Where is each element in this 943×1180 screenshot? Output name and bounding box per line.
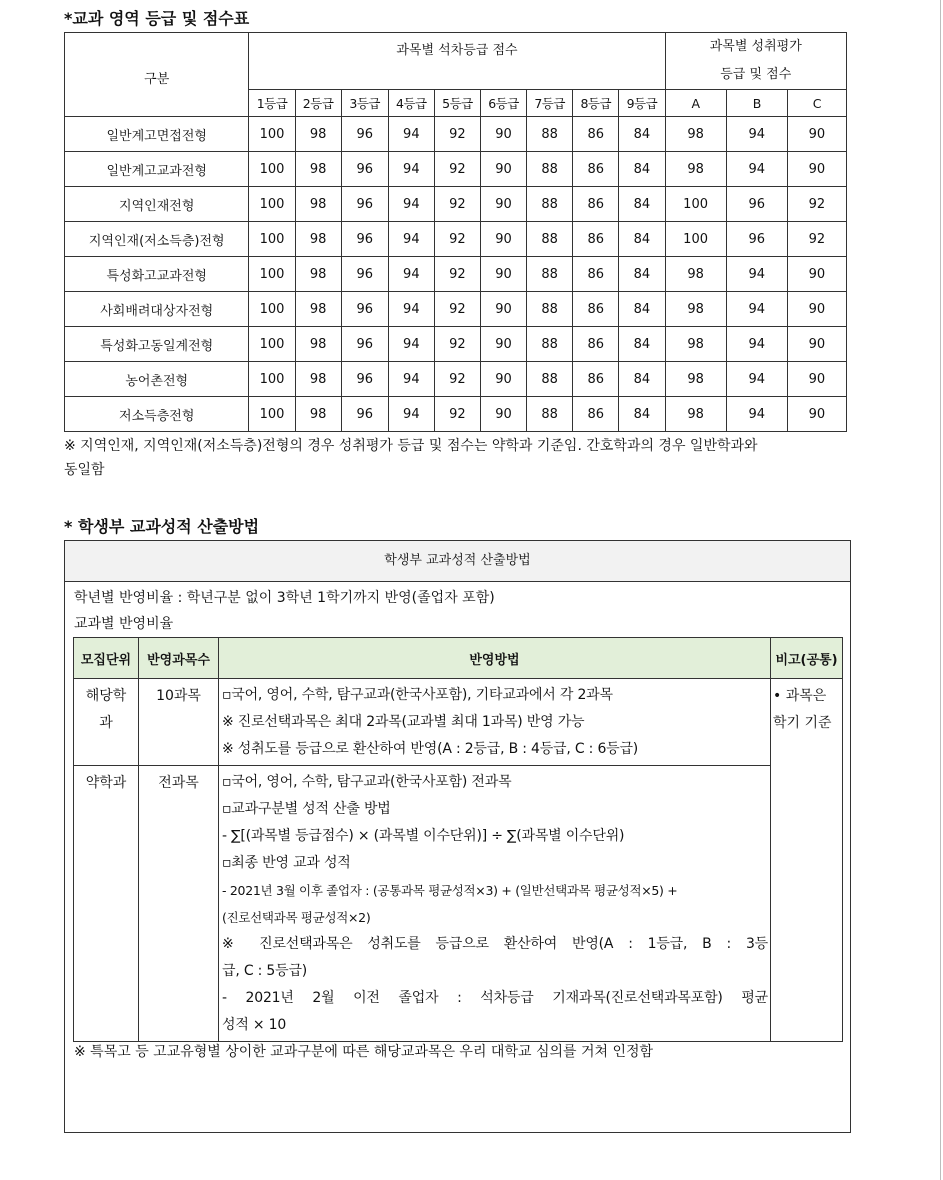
admission-type: 농어촌전형 <box>65 362 249 397</box>
score-cell: 98 <box>665 397 726 432</box>
score-cell: 94 <box>388 397 434 432</box>
score-cell: 98 <box>295 187 341 222</box>
admission-type: 일반계고교과전형 <box>65 152 249 187</box>
score-cell: 88 <box>527 397 573 432</box>
row2-unit: 약학과 <box>74 766 139 1042</box>
score-cell: 88 <box>527 362 573 397</box>
score-cell: 92 <box>434 187 480 222</box>
row1-unit-line1: 해당학 <box>85 688 127 704</box>
score-cell: 88 <box>527 257 573 292</box>
row2-method-line: - ∑[(과목별 등급점수) × (과목별 이수단위)] ÷ ∑(과목별 이수단위) <box>222 828 625 844</box>
score-cell: 100 <box>249 397 295 432</box>
score-cell: 92 <box>787 187 846 222</box>
header-seongchui <box>665 33 846 90</box>
row2-method-line: (진로선택과목 평균성적×2) <box>222 910 371 925</box>
grade-label: 9등급 <box>619 90 665 117</box>
score-cell: 86 <box>573 257 619 292</box>
score-cell: 96 <box>341 152 388 187</box>
grade-label: 8등급 <box>573 90 619 117</box>
score-cell: 86 <box>573 292 619 327</box>
year-ratio-line: 학년별 반영비율 : 학년구분 없이 3학년 1학기까지 반영(졸업자 포함) <box>74 590 495 606</box>
score-cell: 84 <box>619 152 665 187</box>
score-cell: 92 <box>434 327 480 362</box>
method-heading: * 학생부 교과성적 산출방법 <box>64 517 260 536</box>
score-cell: 90 <box>480 117 526 152</box>
score-cell: 90 <box>787 257 846 292</box>
achievement-label: B <box>726 90 787 117</box>
grade-label: 3등급 <box>341 90 388 117</box>
score-cell: 88 <box>527 117 573 152</box>
score-cell: 94 <box>726 327 787 362</box>
score-cell: 90 <box>480 327 526 362</box>
table-row <box>65 187 847 222</box>
score-cell: 94 <box>726 362 787 397</box>
score-cell: 86 <box>573 222 619 257</box>
score-cell: 100 <box>249 222 295 257</box>
score-cell: 86 <box>573 187 619 222</box>
score-cell: 92 <box>434 257 480 292</box>
score-cell: 92 <box>434 117 480 152</box>
score-cell: 90 <box>480 187 526 222</box>
score-cell: 90 <box>787 327 846 362</box>
row2-count: 전과목 <box>139 766 219 1042</box>
admission-type: 사회배려대상자전형 <box>65 292 249 327</box>
admission-type: 저소득층전형 <box>65 397 249 432</box>
score-cell: 98 <box>295 152 341 187</box>
row2-method-line: - 2021년 2월 이전 졸업자 : 석차등급 기재과목(진로선택과목포함) 평균 <box>222 990 768 1006</box>
score-cell: 86 <box>573 152 619 187</box>
header-unit: 모집단위 <box>74 638 139 679</box>
score-cell: 88 <box>527 187 573 222</box>
row1-unit-line2: 과 <box>99 715 113 731</box>
admission-type: 지역인재전형 <box>65 187 249 222</box>
score-cell: 100 <box>665 222 726 257</box>
score-cell: 96 <box>341 187 388 222</box>
score-cell: 90 <box>480 257 526 292</box>
score-cell: 94 <box>388 362 434 397</box>
score-cell: 88 <box>527 152 573 187</box>
score-cell: 86 <box>573 117 619 152</box>
score-cell: 98 <box>295 397 341 432</box>
score-cell: 94 <box>388 152 434 187</box>
score-cell: 92 <box>434 222 480 257</box>
common-note <box>771 679 843 1042</box>
score-cell: 84 <box>619 222 665 257</box>
score-cell: 96 <box>726 187 787 222</box>
score-cell: 94 <box>388 257 434 292</box>
score-cell: 84 <box>619 257 665 292</box>
row1-method-line: ※ 성취도를 등급으로 환산하여 반영(A : 2등급, B : 4등급, C : 6등급) <box>222 741 639 757</box>
score-cell: 92 <box>787 222 846 257</box>
admission-type: 일반계고면접전형 <box>65 117 249 152</box>
score-cell: 98 <box>665 327 726 362</box>
score-cell: 92 <box>434 362 480 397</box>
score-cell: 90 <box>480 362 526 397</box>
score-cell: 90 <box>787 292 846 327</box>
score-cell: 98 <box>295 362 341 397</box>
score-cell: 94 <box>726 292 787 327</box>
score-cell: 84 <box>619 117 665 152</box>
table-row <box>65 117 847 152</box>
score-cell: 94 <box>726 152 787 187</box>
score-cell: 84 <box>619 327 665 362</box>
row2-method-line: ▫국어, 영어, 수학, 탐구교과(한국사포함) 전과목 <box>222 774 512 790</box>
score-cell: 100 <box>249 187 295 222</box>
score-cell: 100 <box>249 327 295 362</box>
score-cell: 94 <box>726 257 787 292</box>
grade-label: 6등급 <box>480 90 526 117</box>
score-cell: 86 <box>573 397 619 432</box>
score-cell: 86 <box>573 362 619 397</box>
score-cell: 90 <box>480 222 526 257</box>
grade-table-note-line1: ※ 지역인재, 지역인재(저소득층)전형의 경우 성취평가 등급 및 점수는 약학과 기준임. 간호학과의 경우 일반학과와 <box>64 438 758 454</box>
row1-method-line: ▫국어, 영어, 수학, 탐구교과(한국사포함), 기타교과에서 각 2과목 <box>222 687 613 703</box>
row2-method-line: ▫최종 반영 교과 성적 <box>222 855 351 871</box>
score-cell: 96 <box>341 117 388 152</box>
score-cell: 84 <box>619 397 665 432</box>
row2-method-line: 성적 × 10 <box>222 1017 287 1033</box>
score-cell: 98 <box>665 117 726 152</box>
score-cell: 90 <box>787 117 846 152</box>
score-cell: 98 <box>665 257 726 292</box>
score-cell: 98 <box>665 362 726 397</box>
score-cell: 100 <box>249 257 295 292</box>
page-edge <box>940 0 941 1180</box>
score-cell: 96 <box>726 222 787 257</box>
row1-unit <box>74 679 139 766</box>
admission-type: 지역인재(저소득층)전형 <box>65 222 249 257</box>
common-note-line1: • 과목은 <box>773 688 827 704</box>
header-seongchui-line1: 과목별 성취평가 <box>709 39 802 54</box>
table-row <box>65 397 847 432</box>
score-cell: 98 <box>295 222 341 257</box>
score-cell: 84 <box>619 187 665 222</box>
score-cell: 98 <box>295 327 341 362</box>
method-footnote: ※ 특목고 등 고교유형별 상이한 교과구분에 따른 해당교과목은 우리 대학교 심의를 거쳐 인정함 <box>74 1044 654 1060</box>
score-cell: 92 <box>434 292 480 327</box>
score-cell: 96 <box>341 292 388 327</box>
score-cell: 98 <box>665 292 726 327</box>
score-cell: 100 <box>665 187 726 222</box>
score-cell: 84 <box>619 292 665 327</box>
score-cell: 90 <box>480 397 526 432</box>
score-cell: 96 <box>341 397 388 432</box>
score-cell: 88 <box>527 292 573 327</box>
score-cell: 86 <box>573 327 619 362</box>
score-cell: 98 <box>295 292 341 327</box>
table-row <box>65 327 847 362</box>
header-method: 반영방법 <box>219 638 771 679</box>
score-cell: 100 <box>249 362 295 397</box>
score-cell: 94 <box>726 397 787 432</box>
score-cell: 100 <box>249 292 295 327</box>
row2-method-line: ※ 진로선택과목은 성취도를 등급으로 환산하여 반영(A : 1등급, B : 3등 <box>222 936 768 952</box>
grade-table-note <box>64 434 934 482</box>
header-count: 반영과목수 <box>139 638 219 679</box>
row2-method-line: ▫교과구분별 성적 산출 방법 <box>222 801 391 817</box>
grade-label: 4등급 <box>388 90 434 117</box>
header-note: 비고(공통) <box>771 638 843 679</box>
admission-type: 특성화고동일계전형 <box>65 327 249 362</box>
grade-score-table <box>64 32 847 432</box>
method-box <box>64 540 851 1133</box>
table-row <box>65 152 847 187</box>
score-cell: 94 <box>388 222 434 257</box>
row1-count: 10과목 <box>139 679 219 766</box>
score-cell: 94 <box>388 292 434 327</box>
score-cell: 84 <box>619 362 665 397</box>
score-cell: 96 <box>341 257 388 292</box>
score-cell: 94 <box>388 187 434 222</box>
score-cell: 92 <box>434 152 480 187</box>
score-cell: 88 <box>527 222 573 257</box>
method-box-title: 학생부 교과성적 산출방법 <box>65 541 850 582</box>
header-gubun: 구분 <box>65 33 249 117</box>
method-table <box>73 637 843 1042</box>
common-note-line2: 학기 기준 <box>773 715 832 731</box>
score-cell: 90 <box>480 292 526 327</box>
score-cell: 96 <box>341 327 388 362</box>
row1-method-line: ※ 진로선택과목은 최대 2과목(교과별 최대 1과목) 반영 가능 <box>222 714 585 730</box>
grade-label: 1등급 <box>249 90 295 117</box>
row2-method <box>219 766 771 1042</box>
row2-method-line: - 2021년 3월 이후 졸업자 : (공통과목 평균성적×3) + (일반선택과목 평균성적×5) + <box>222 883 678 898</box>
table-row <box>65 362 847 397</box>
table-row <box>65 257 847 292</box>
table-row <box>65 222 847 257</box>
score-cell: 96 <box>341 222 388 257</box>
score-cell: 100 <box>249 152 295 187</box>
score-cell: 96 <box>341 362 388 397</box>
grade-table-heading: *교과 영역 등급 및 점수표 <box>64 9 250 28</box>
admission-type: 특성화고교과전형 <box>65 257 249 292</box>
score-cell: 88 <box>527 327 573 362</box>
header-seokcha: 과목별 석차등급 점수 <box>249 33 665 90</box>
score-cell: 90 <box>480 152 526 187</box>
score-cell: 94 <box>726 117 787 152</box>
header-seongchui-line2: 등급 및 점수 <box>720 67 792 82</box>
row1-method <box>219 679 771 766</box>
grade-table-note-line2: 동일함 <box>64 462 105 478</box>
achievement-label: A <box>665 90 726 117</box>
score-cell: 92 <box>434 397 480 432</box>
score-cell: 98 <box>665 152 726 187</box>
achievement-label: C <box>787 90 846 117</box>
grade-label: 5등급 <box>434 90 480 117</box>
score-cell: 98 <box>295 117 341 152</box>
score-cell: 90 <box>787 152 846 187</box>
grade-label: 2등급 <box>295 90 341 117</box>
row2-method-line: 급, C : 5등급) <box>222 963 308 979</box>
score-cell: 94 <box>388 327 434 362</box>
grade-label: 7등급 <box>527 90 573 117</box>
score-cell: 90 <box>787 397 846 432</box>
score-cell: 90 <box>787 362 846 397</box>
table-row <box>65 292 847 327</box>
score-cell: 98 <box>295 257 341 292</box>
score-cell: 94 <box>388 117 434 152</box>
subject-ratio-line: 교과별 반영비율 <box>74 616 174 632</box>
score-cell: 100 <box>249 117 295 152</box>
